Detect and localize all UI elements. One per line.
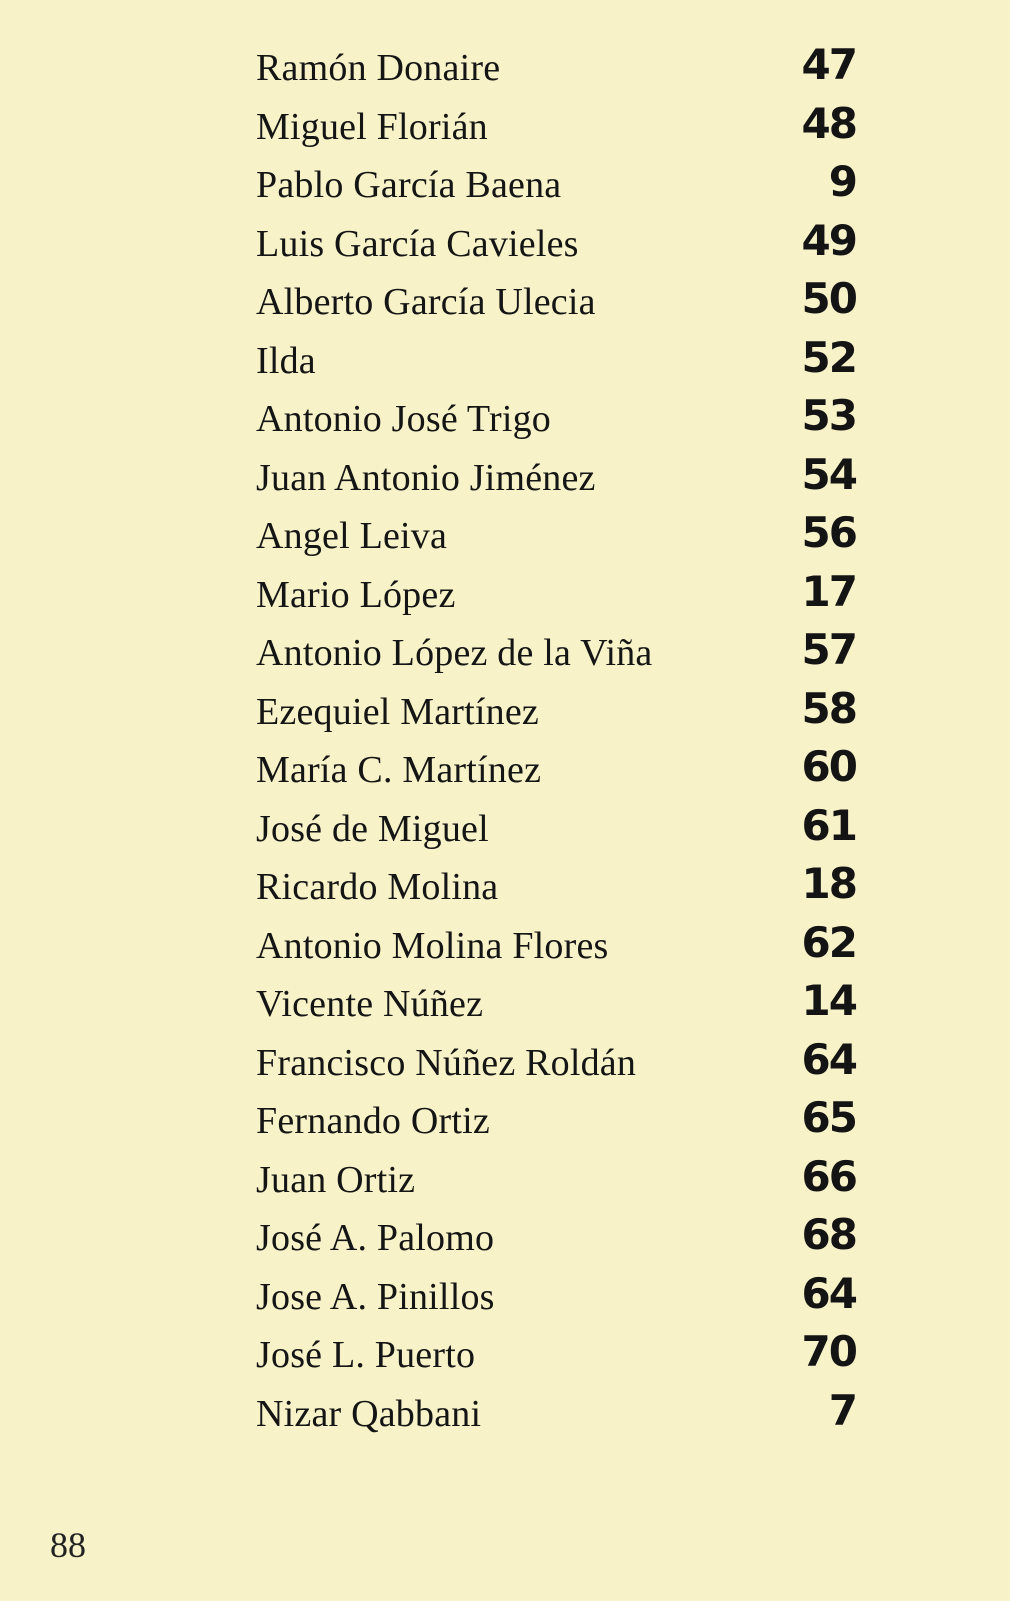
index-entry (256, 859, 856, 918)
entry-page-number: 17 (801, 566, 856, 616)
index-entry (256, 99, 856, 158)
entry-page-number: 52 (801, 332, 856, 382)
entry-page-number: 60 (801, 742, 856, 791)
entry-page-number: 58 (801, 683, 856, 733)
entry-name: Juan Ortiz (256, 1158, 416, 1201)
index-entry (256, 1327, 856, 1386)
index-entry (256, 1152, 856, 1211)
index-entry (256, 157, 856, 216)
entry-page-number: 18 (801, 859, 856, 908)
index-entry (256, 1210, 856, 1269)
entry-page-number: 65 (801, 1093, 856, 1142)
entry-page-number: 56 (801, 508, 856, 557)
entry-name: Antonio López de la Viña (256, 632, 653, 674)
index-entry (256, 508, 856, 567)
index-entry (256, 976, 856, 1035)
entry-page-number: 61 (801, 800, 856, 850)
entry-name: María C. Martínez (256, 749, 542, 791)
entry-name: Vicente Núñez (256, 983, 484, 1025)
entry-name: Mario López (256, 573, 456, 616)
index-entry (256, 742, 856, 801)
entry-page-number: 14 (801, 976, 856, 1025)
entry-page-number: 48 (801, 98, 856, 148)
index-entry (256, 216, 856, 275)
entry-page-number: 68 (801, 1210, 856, 1259)
index-entry (256, 918, 856, 977)
entry-name: José de Miguel (256, 807, 489, 850)
entry-name: Nizar Qabbani (256, 1392, 482, 1435)
entry-name: Francisco Núñez Roldán (256, 1041, 637, 1084)
entry-name: Miguel Florián (256, 105, 488, 148)
entry-name: Antonio José Trigo (256, 398, 552, 440)
entry-name: Pablo García Baena (256, 164, 562, 206)
page-number: 88 (50, 1525, 86, 1565)
entry-page-number: 62 (801, 917, 856, 967)
entry-name: Ilda (256, 339, 316, 382)
entry-name: Ramón Donaire (256, 47, 501, 89)
index-entry (256, 274, 856, 333)
index-entry (256, 391, 856, 450)
index-entry (256, 1269, 856, 1328)
entry-page-number: 50 (801, 274, 856, 323)
entry-name: Jose A. Pinillos (256, 1275, 495, 1318)
entry-name: Ezequiel Martínez (256, 690, 539, 733)
entry-name: Angel Leiva (256, 515, 448, 557)
entry-name: Juan Antonio Jiménez (256, 456, 596, 499)
entry-page-number: 54 (801, 449, 856, 499)
entry-page-number: 70 (801, 1327, 856, 1376)
entry-page-number: 49 (801, 215, 856, 265)
index-entry (256, 1093, 856, 1152)
index-entry (256, 450, 856, 509)
entry-page-number: 64 (801, 1034, 856, 1084)
entry-name: Luis García Cavieles (256, 222, 579, 265)
entry-name: Alberto García Ulecia (256, 281, 596, 323)
index-entry (256, 1386, 856, 1445)
entry-page-number: 66 (801, 1151, 856, 1201)
index-entry (256, 40, 856, 99)
index-entry (256, 1035, 856, 1094)
entry-name: Fernando Ortiz (256, 1100, 490, 1142)
index-list (256, 40, 856, 1444)
entry-page-number: 7 (828, 1385, 856, 1435)
index-entry (256, 684, 856, 743)
index-entry (256, 567, 856, 626)
entry-page-number: 53 (801, 391, 856, 440)
entry-page-number: 47 (801, 40, 856, 89)
entry-name: José A. Palomo (256, 1217, 495, 1259)
entry-name: Antonio Molina Flores (256, 924, 609, 967)
entry-name: José L. Puerto (256, 1334, 476, 1376)
entry-name: Ricardo Molina (256, 866, 499, 908)
index-entry (256, 801, 856, 860)
entry-page-number: 9 (828, 157, 856, 206)
entry-page-number: 64 (801, 1268, 856, 1318)
index-entry (256, 625, 856, 684)
entry-page-number: 57 (801, 625, 856, 674)
index-entry (256, 333, 856, 392)
